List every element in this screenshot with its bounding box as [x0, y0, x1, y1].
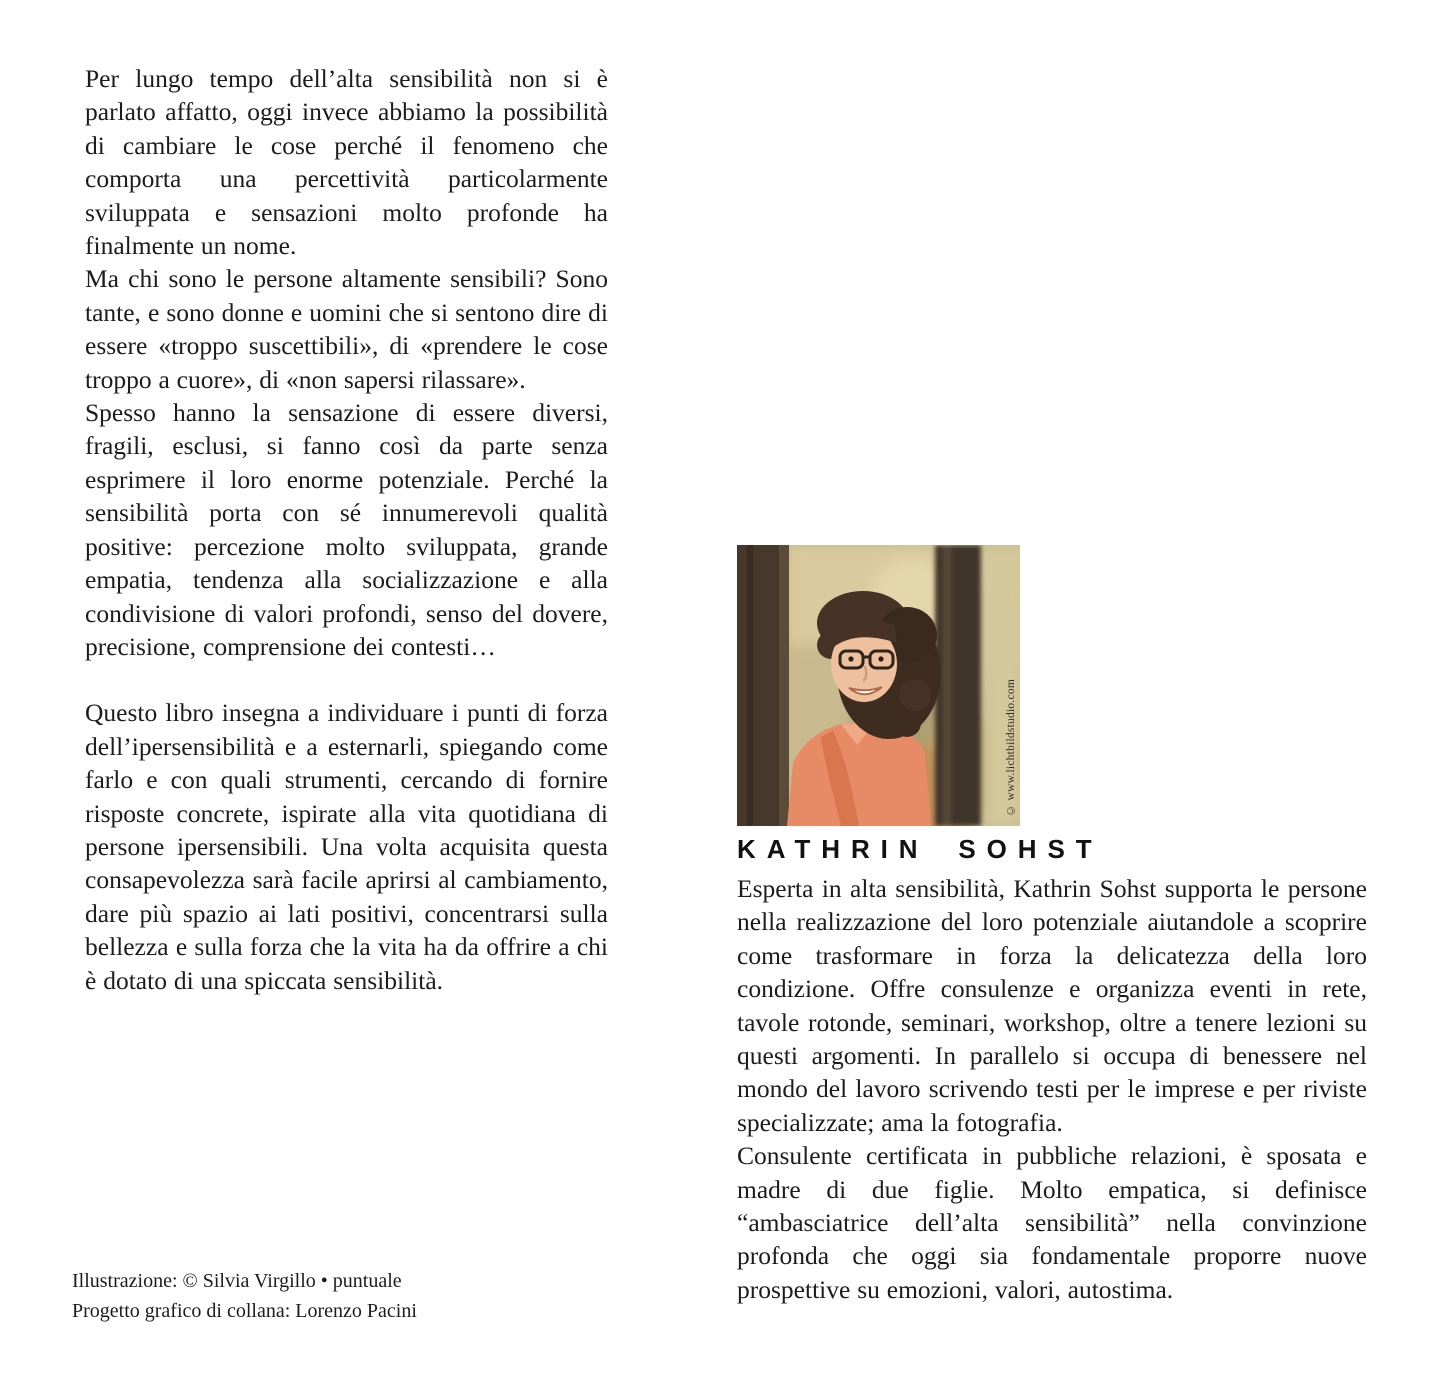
colophon-credits [72, 1266, 417, 1326]
author-name: KATHRIN SOHST [737, 834, 1103, 864]
bio-paragraph: Esperta in alta sensibilità, Kathrin Sohst supporta le persone nella realizzazione del loro potenziale aiutandole a scoprire come trasformare in forza la delicatezza della loro condizione. Offre consulenze e organizza eventi in rete, tavole rotonde, seminari, workshop, oltre a tenere lezioni su questi argomenti. In parallelo si occupa di benessere nel mondo del lavoro scrivendo testi per le imprese e per riviste specializzate; ama la fotografia. [737, 874, 1367, 1137]
photo-credit: © www.lichtbildstudio.com [1005, 679, 1017, 816]
illustration-credit: Illustrazione: © Silvia Virgillo • puntuale [72, 1270, 402, 1292]
description-paragraph: Spesso hanno la sensazione di essere diversi, fragili, esclusi, si fanno così da parte senza esprimere il loro enorme potenziale. Perché la sensibilità porta con sé innumerevoli qualità positive: percezione molto sviluppata, grande empatia, tendenza alla socializzazione e alla condivisione di valori profondi, senso del dovere, precisione, comprensione dei contesti… [85, 398, 608, 661]
bio-paragraph: Consulente certificata in pubbliche relazioni, è sposata e madre di due figlie. Molto empatica, si definisce “ambasciatrice dell’alta sensibilità” nella convinzione profonda che oggi sia fondamentale proporre nuove prospettive su emozioni, valori, autostima. [737, 1141, 1367, 1304]
author-bio [737, 872, 1367, 1306]
description-paragraph: Questo libro insegna a individuare i punti di forza dell’ipersensibilità e a esternarli, spiegando come farlo e con quali strumenti, cercando di fornire risposte concrete, ispirate alla vita quotidiana di persone ipersensibili. Una volta acquisita questa consapevolezza sarà facile aprirsi al cambiamento, dare più spazio ai lati positivi, concentrarsi sulla bellezza e sulla forza che la vita ha da offrire a chi è dotato di una spiccata sensibilità. [85, 698, 608, 995]
design-credit: Progetto grafico di collana: Lorenzo Pacini [72, 1300, 417, 1322]
description-paragraph: Ma chi sono le persone altamente sensibili? Sono tante, e sono donne e uomini che si sentono dire di essere «troppo suscettibili», di «prendere le cose troppo a cuore», di «non sapersi rilassare». [85, 264, 608, 394]
author-portrait-illustration [737, 545, 1020, 826]
book-description-column [85, 62, 608, 997]
description-paragraph: Per lungo tempo dell’alta sensibilità non si è parlato affatto, oggi invece abbiamo la possibilità di cambiare le cose perché il fenomeno che comporta una percettività particolarmente sviluppata e sensazioni molto profonde ha finalmente un nome. [85, 64, 608, 261]
author-photo [737, 545, 1020, 826]
